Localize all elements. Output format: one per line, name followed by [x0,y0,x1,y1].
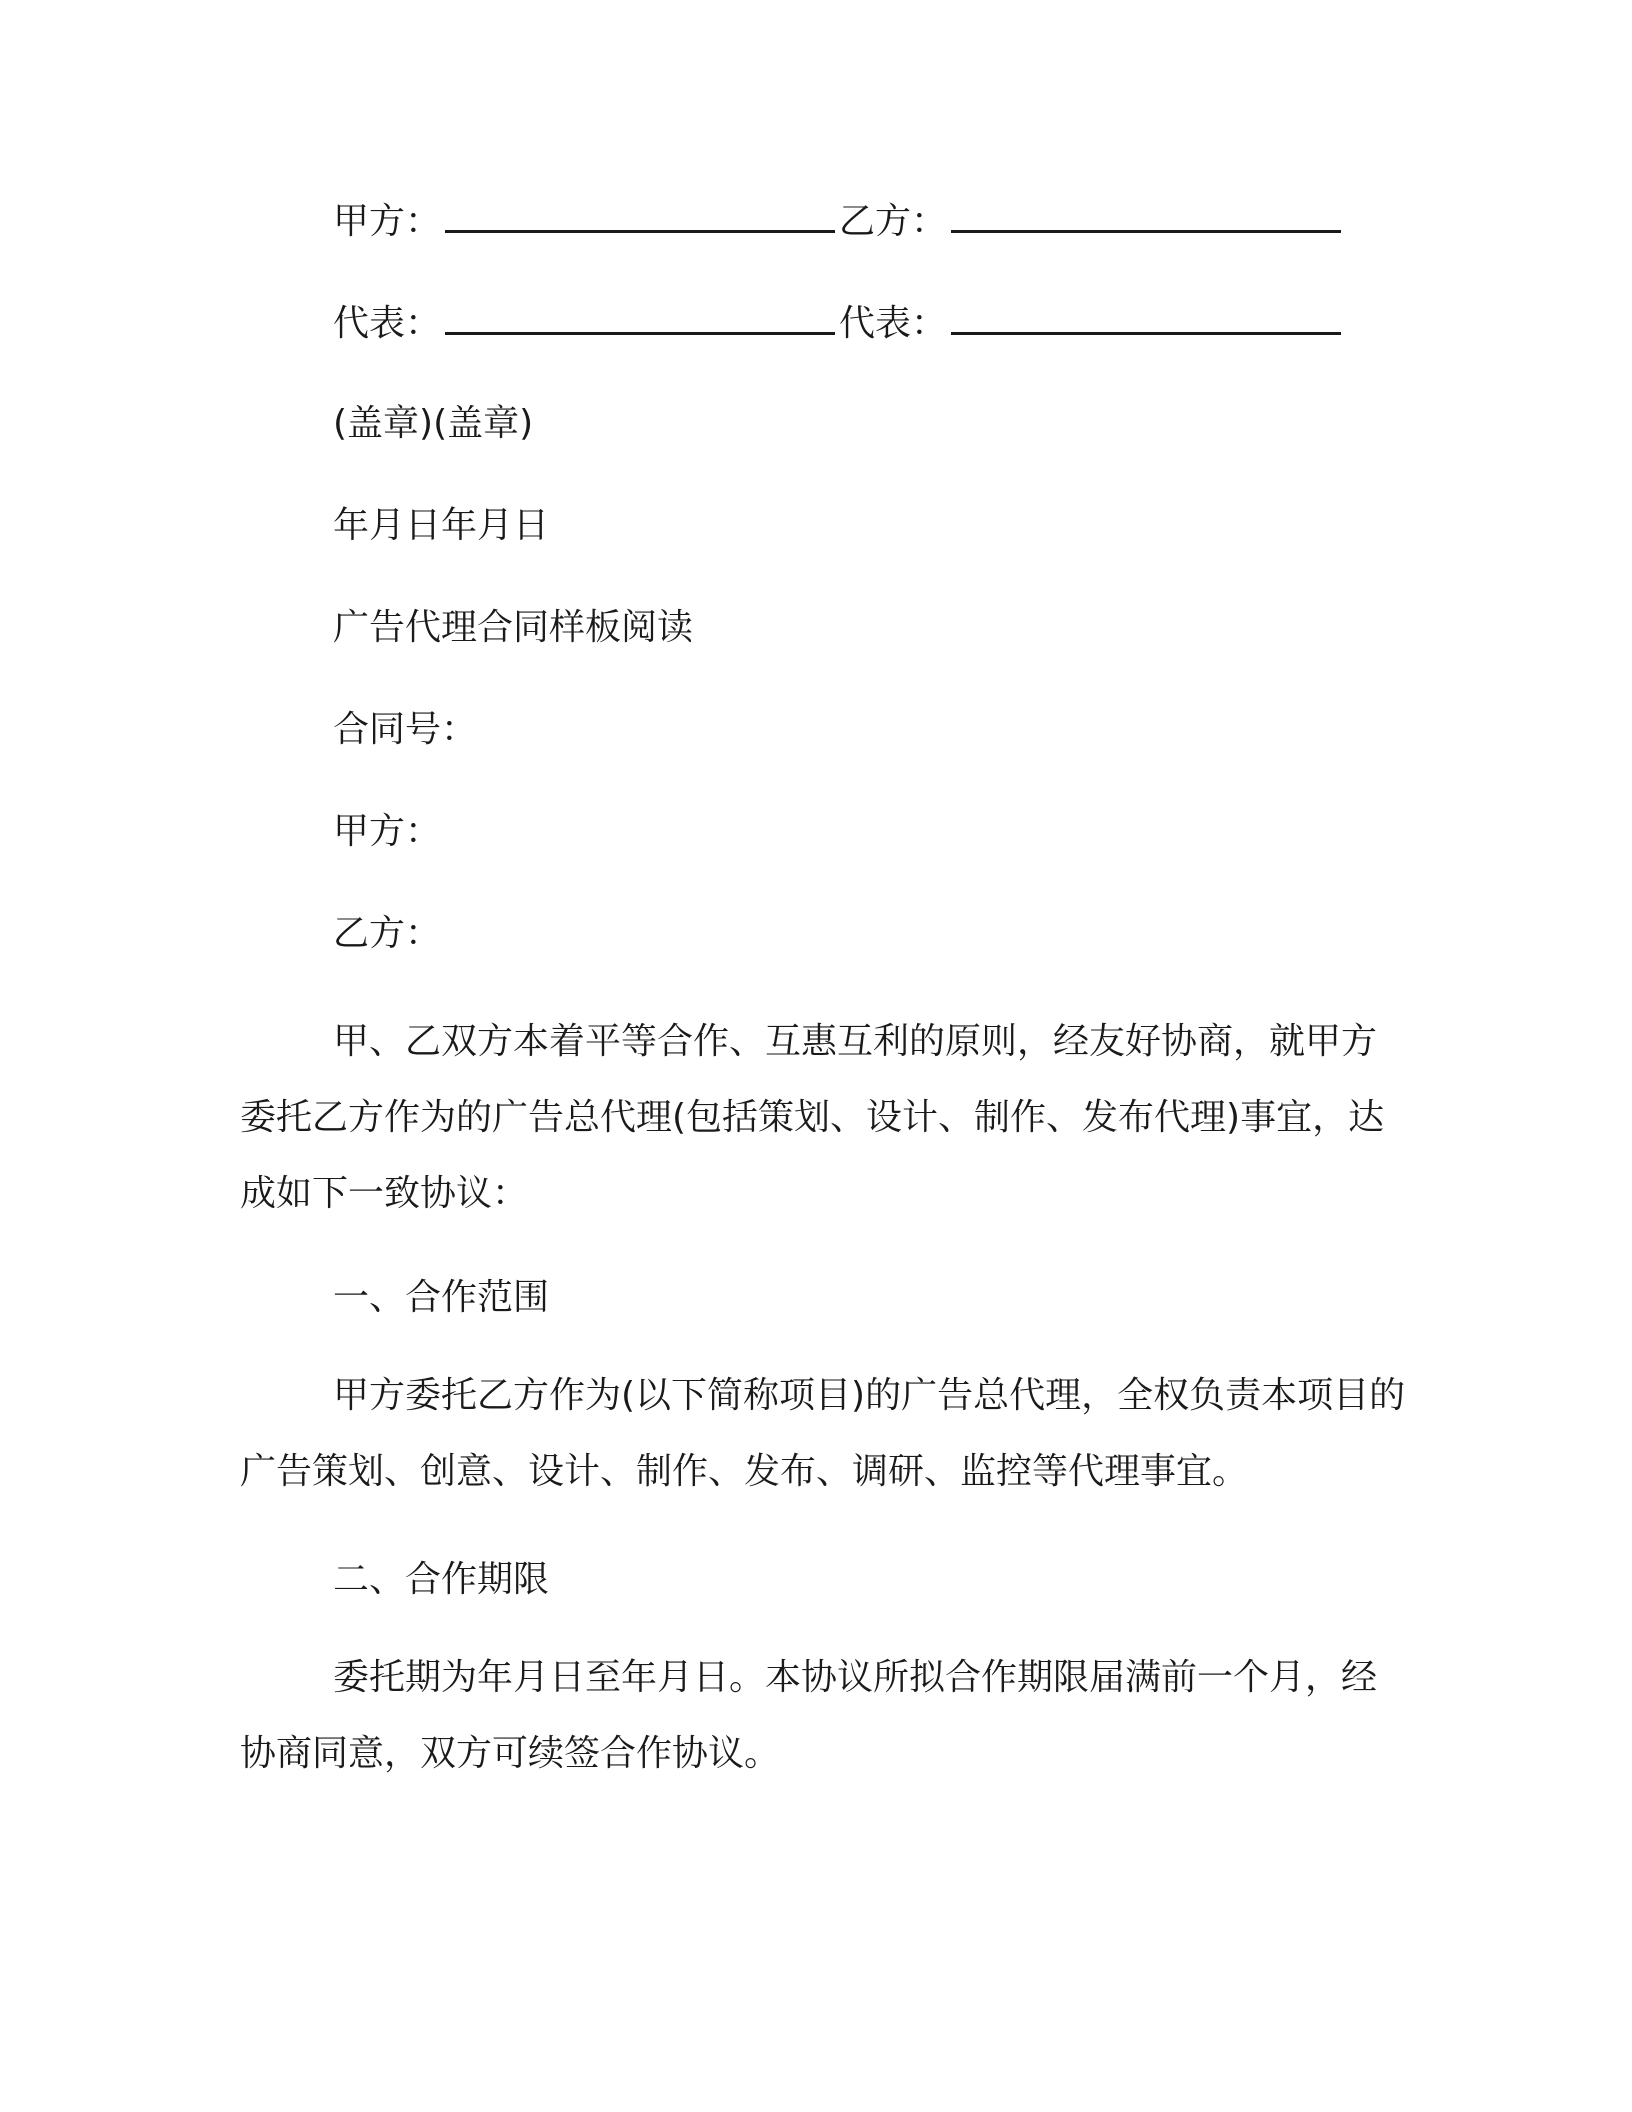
signature-party-b-label: 乙方： [839,201,948,242]
date-line: 年月日年月日 [333,505,550,546]
signature-rep-a-blank [445,302,835,335]
signature-rep-b-label: 代表： [839,303,948,344]
party-a-label: 甲方： [333,811,442,852]
section-1-body: 甲方委托乙方作为(以下简称项目)的广告总代理，全权负责本项目的广告策划、创意、设计、制作、发布、调研、监控等代理事宜。 [240,1375,1406,1492]
signature-representative-row [333,300,1345,348]
section-2-body: 委托期为年月日至年月日。本协议所拟合作期限届满前一个月，经协商同意，双方可续签合作协议。 [240,1657,1378,1774]
signature-rep-b-blank [951,302,1341,335]
section-1-heading: 一、合作范围 [333,1277,550,1318]
contract-number-label: 合同号： [333,709,478,750]
signature-party-a-blank [445,200,835,233]
signature-party-b-blank [951,200,1341,233]
seal-line: (盖章)(盖章) [333,403,534,444]
contract-title: 广告代理合同样板阅读 [333,607,694,648]
party-b-label: 乙方： [333,913,442,954]
section-2-heading: 二、合作期限 [333,1559,550,1600]
signature-party-a-label: 甲方： [333,201,442,242]
signature-rep-a-label: 代表： [333,303,442,344]
intro-paragraph: 甲、乙双方本着平等合作、互惠互利的原则，经友好协商，就甲方委托乙方作为的广告总代理(包括策划、设计、制作、发布代理)事宜，达成如下一致协议： [240,1021,1385,1214]
signature-party-row [333,198,1345,246]
